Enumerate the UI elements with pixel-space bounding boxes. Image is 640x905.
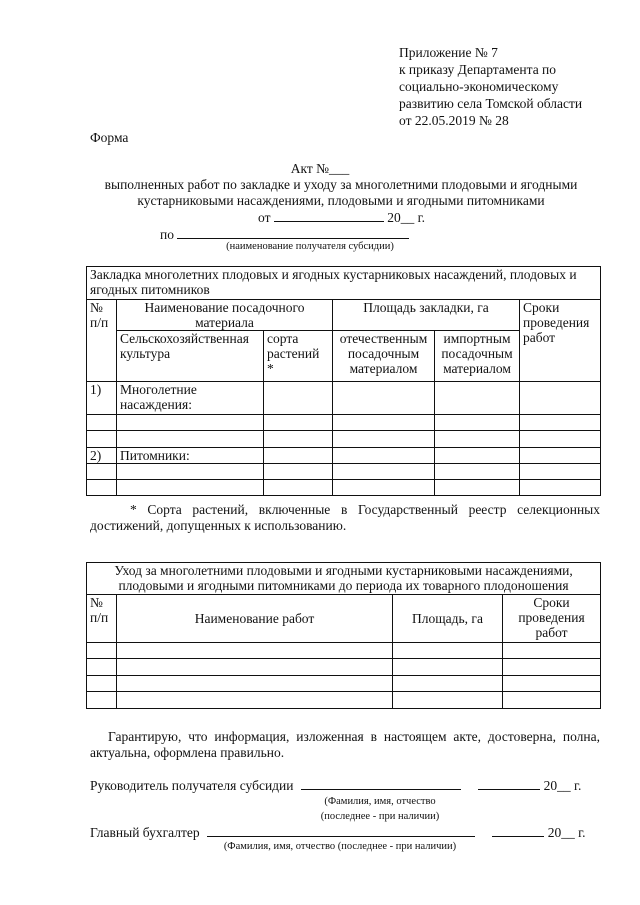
col-terms-header: Сроки проведения работ [520,300,601,382]
appendix-block [399,44,629,129]
col-work-header: Наименование работ [117,595,393,643]
accountant-signature-line [90,823,586,841]
guarantee-line1: Гарантирую, что информация, изложенная в настоящем акте, достоверна, полна, [108,729,600,744]
care-table-title-line1: Уход за многолетними плодовыми и ягодными кустарниковыми насаждениями, [114,563,573,578]
head-signature-line [90,776,581,794]
accountant-name-blank [207,823,475,837]
date-from-label: от [258,210,271,225]
col-varieties-header: сорта растений * [264,331,333,382]
act-date [258,208,425,226]
accountant-caption: (Фамилия, имя, отчество (последнее - при наличии) [223,841,457,852]
appendix-line: Приложение № 7 [399,45,498,60]
col-area-header: Площадь, га [393,595,503,643]
table-row [87,659,601,676]
col-name-group-header: Наименование посадочного материала [117,300,333,331]
col-num-header: № п/п [87,595,117,643]
footnote-line2: достижений, допущенных к использованию. [90,518,347,533]
head-date-blank [478,776,540,790]
row-label: Питомники: [117,448,264,464]
table-row [87,382,601,415]
footnote-line1: * Сорта растений, включенные в Государственный реестр селекционных [130,502,600,517]
table-row [87,643,601,659]
form-label: Форма [90,130,129,145]
table-row [87,415,601,431]
col-terms-header: Сроки проведения работ [503,595,601,643]
appendix-line: от 22.05.2019 № 28 [399,113,509,128]
accountant-date-blank [492,823,544,837]
accountant-label: Главный бухгалтер [90,825,200,840]
planting-table-title: Закладка многолетних плодовых и ягодных кустарниковых насаждений, плодовых и ягодных питомников [87,267,601,300]
col-domestic-header: отечественным посадочным материалом [333,331,435,382]
guarantee-line2: актуальна, оформлена правильно. [90,745,285,760]
table-row [87,480,601,496]
act-subtitle-line1: выполненных работ по закладке и уходу за многолетними плодовыми и ягодными [104,177,578,192]
planting-table [86,266,601,496]
table-row [87,676,601,692]
table-row [87,431,601,448]
care-table-title-line2: плодовыми и ягодными питомниками до периода их товарного плодоношения [118,578,569,593]
head-caption1: (Фамилия, имя, отчество [324,796,436,807]
table-row [87,464,601,480]
head-year: 20__ г. [543,778,582,793]
col-crop-header: Сельскохозяйственная культура [117,331,264,382]
appendix-line: развитию села Томской области [399,96,583,111]
act-subtitle-line2: кустарниковыми насаждениями, плодовыми и ягодными питомниками [137,193,545,208]
table-row [87,692,601,709]
table-row [87,448,601,464]
head-label: Руководитель получателя субсидии [90,778,294,793]
appendix-line: к приказу Департамента по [399,62,557,77]
head-name-blank [301,776,461,790]
care-table [86,562,601,709]
row-num: 2) [87,448,117,464]
care-table-title [87,563,601,595]
col-import-header: импортным посадочным материалом [435,331,520,382]
row-label: Многолетние насаждения: [117,382,264,415]
date-year: 20__ г. [387,210,425,225]
act-title: Акт №___ [290,161,350,176]
head-caption2: (последнее - при наличии) [320,811,440,822]
row-num: 1) [87,382,117,415]
accountant-year: 20__ г. [547,825,586,840]
recipient-blank [177,225,409,239]
col-num-header: № п/п [87,300,117,382]
col-area-group-header: Площадь закладки, га [333,300,520,331]
date-blank [274,208,384,222]
appendix-line: социально-экономическому [399,79,559,94]
recipient-prefix: по [160,227,174,242]
recipient-caption: (наименование получателя субсидии) [226,241,394,252]
